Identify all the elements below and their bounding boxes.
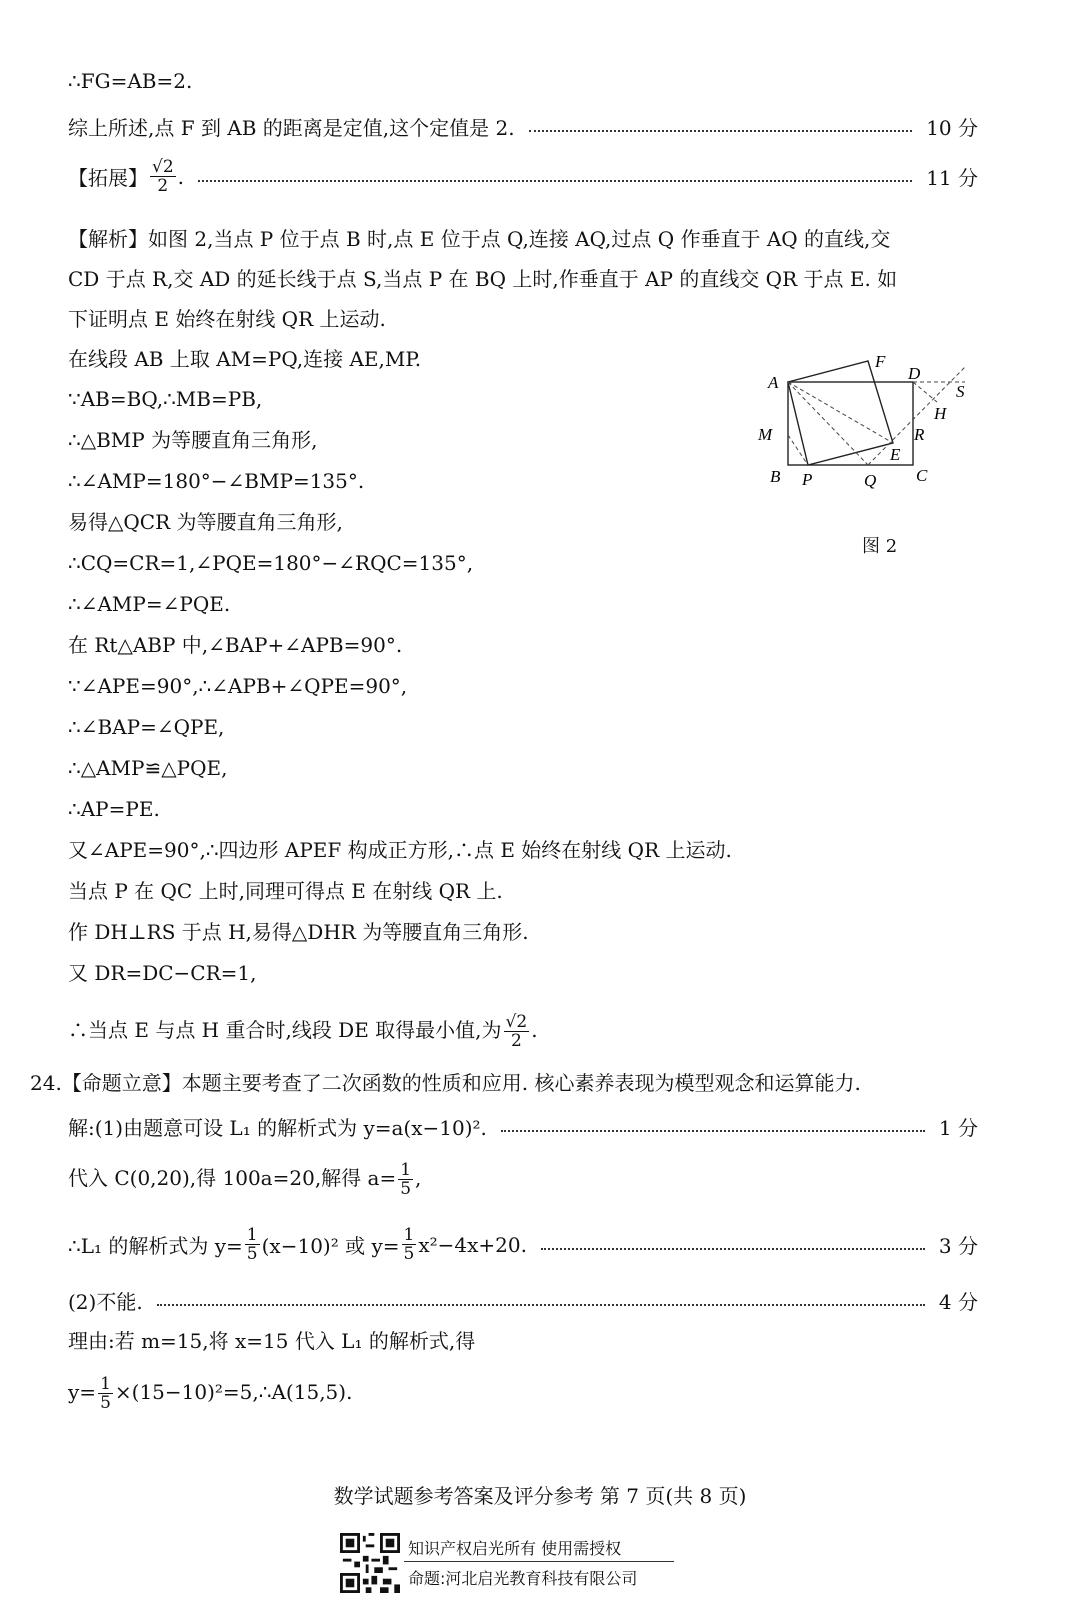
proof-line: [68, 1010, 538, 1050]
question-heading: 24.【命题立意】本题主要考查了二次函数的性质和应用. 核心素养表现为模型观念和运算能力.: [30, 1071, 861, 1095]
proof-line: 又 DR=DC−CR=1,: [68, 961, 257, 985]
fraction-numerator: 1: [100, 1374, 111, 1394]
label-e: E: [890, 445, 901, 464]
fraction-denominator: 5: [403, 1244, 415, 1264]
label-m: M: [758, 425, 773, 444]
fraction-numerator: 1: [400, 1160, 412, 1180]
fraction: [504, 1013, 530, 1050]
line-text: ,: [415, 1166, 422, 1190]
proof-line: 【解析】如图 2,当点 P 位于点 B 时,点 E 位于点 Q,连接 AQ,过点 Q 作垂直于 AQ 的直线,交: [68, 227, 891, 251]
leader-dots: [198, 180, 912, 182]
extension-label: 【拓展】: [68, 166, 148, 190]
label-b: B: [770, 467, 781, 486]
leader-dots: [501, 1130, 925, 1132]
score: 3 分: [938, 1234, 978, 1258]
score-line: [68, 1112, 978, 1141]
fraction: [402, 1226, 417, 1263]
line-text: ×(15−10)²=5,∴A(15,5).: [114, 1380, 353, 1404]
proof-line: ∴∠AMP=180°−∠BMP=135°.: [68, 469, 365, 493]
fraction-denominator: 2: [510, 1031, 522, 1051]
score: 11 分: [926, 166, 978, 190]
line-text: .: [177, 164, 185, 189]
line-text: 综上所述,点 F 到 AB 的距离是定值,这个定值是 2.: [68, 116, 515, 140]
proof-line: 理由:若 m=15,将 x=15 代入 L₁ 的解析式,得: [68, 1329, 476, 1353]
score: 1 分: [938, 1116, 978, 1140]
proof-line: 作 DH⊥RS 于点 H,易得△DHR 为等腰直角三角形.: [68, 920, 529, 944]
proof-line: [68, 1372, 352, 1412]
proof-line: 当点 P 在 QC 上时,同理可得点 E 在射线 QR 上.: [68, 879, 503, 903]
fraction-numerator: 1: [403, 1225, 415, 1245]
copyright-notice: 知识产权启光所有 使用需授权: [408, 1539, 622, 1558]
proof-line: [68, 1158, 421, 1198]
label-f: F: [875, 352, 886, 371]
proof-line: 易得△QCR 为等腰直角三角形,: [68, 510, 343, 534]
leader-dots: [157, 1304, 925, 1306]
fraction-numerator: √2: [152, 157, 174, 177]
leader-dots: [529, 130, 913, 132]
fraction-denominator: 5: [100, 1393, 111, 1413]
line-text: 解:(1)由题意可设 L₁ 的解析式为 y=a(x−10)².: [68, 1116, 487, 1140]
leader-dots: [541, 1248, 925, 1250]
label-s: S: [956, 382, 965, 401]
proof-line: ∵∠APE=90°,∴∠APB+∠QPE=90°,: [68, 674, 408, 698]
fraction: [98, 1375, 113, 1412]
score-line: [68, 1226, 978, 1263]
score-line: [68, 1286, 978, 1315]
label-r: R: [914, 425, 925, 444]
geometry-figure-2: [758, 352, 990, 505]
score: 4 分: [938, 1290, 978, 1314]
label-p: P: [802, 470, 813, 489]
footer-divider: [404, 1561, 674, 1562]
page-footer: 数学试题参考答案及评分参考 第 7 页(共 8 页): [333, 1484, 747, 1508]
label-c: C: [916, 466, 928, 485]
proof-line: ∴△BMP 为等腰直角三角形,: [68, 428, 318, 452]
fraction: [245, 1226, 260, 1263]
extension-line: [68, 158, 978, 195]
line-text: x²−4x+20.: [418, 1232, 527, 1257]
line-text: (x−10)² 或 y=: [261, 1234, 400, 1258]
label-h: H: [934, 404, 947, 423]
proof-line: ∴∠BAP=∠QPE,: [68, 715, 225, 739]
line-text: .: [531, 1018, 538, 1042]
proof-line: 在 Rt△ABP 中,∠BAP+∠APB=90°.: [68, 633, 403, 657]
proof-line: ∴△AMP≌△PQE,: [68, 756, 228, 780]
label-d: D: [908, 364, 921, 383]
proof-line: 在线段 AB 上取 AM=PQ,连接 AE,MP.: [68, 347, 422, 371]
line-text: y=: [68, 1380, 97, 1404]
fraction: [398, 1161, 413, 1198]
line-text: (2)不能.: [68, 1290, 143, 1314]
line-text: 代入 C(0,20),得 100a=20,解得 a=: [68, 1166, 397, 1190]
fraction-numerator: √2: [505, 1012, 528, 1032]
score: 10 分: [926, 116, 978, 140]
line-text: ∴L₁ 的解析式为 y=: [68, 1234, 243, 1258]
qr-code: [340, 1533, 400, 1593]
square-apef: [788, 361, 893, 465]
proof-line: ∴AP=PE.: [68, 797, 160, 821]
author-notice: 命题:河北启光教育科技有限公司: [408, 1569, 638, 1588]
fraction-denominator: 5: [400, 1179, 412, 1199]
proof-line: ∴FG=AB=2.: [68, 69, 193, 93]
figure-caption: 图 2: [862, 536, 898, 557]
line-text: ∴当点 E 与点 H 重合时,线段 DE 取得最小值,为: [68, 1018, 502, 1042]
fraction-numerator: 1: [246, 1225, 258, 1245]
proof-line: ∴CQ=CR=1,∠PQE=180°−∠RQC=135°,: [68, 551, 474, 575]
label-a: A: [768, 373, 779, 392]
fraction-denominator: 2: [157, 176, 169, 196]
proof-line: CD 于点 R,交 AD 的延长线于点 S,当点 P 在 BQ 上时,作垂直于 AP 的直线交 QR 于点 E. 如: [68, 267, 898, 291]
proof-line: 下证明点 E 始终在射线 QR 上运动.: [68, 307, 386, 331]
proof-line: 又∠APE=90°,∴四边形 APEF 构成正方形,∴点 E 始终在射线 QR 上运动.: [68, 838, 732, 862]
score-line: [68, 112, 978, 141]
label-q: Q: [864, 471, 877, 490]
proof-line: ∴∠AMP=∠PQE.: [68, 592, 231, 616]
proof-line: ∵AB=BQ,∴MB=PB,: [68, 387, 263, 411]
fraction-denominator: 5: [246, 1244, 258, 1264]
fraction: [150, 158, 176, 195]
